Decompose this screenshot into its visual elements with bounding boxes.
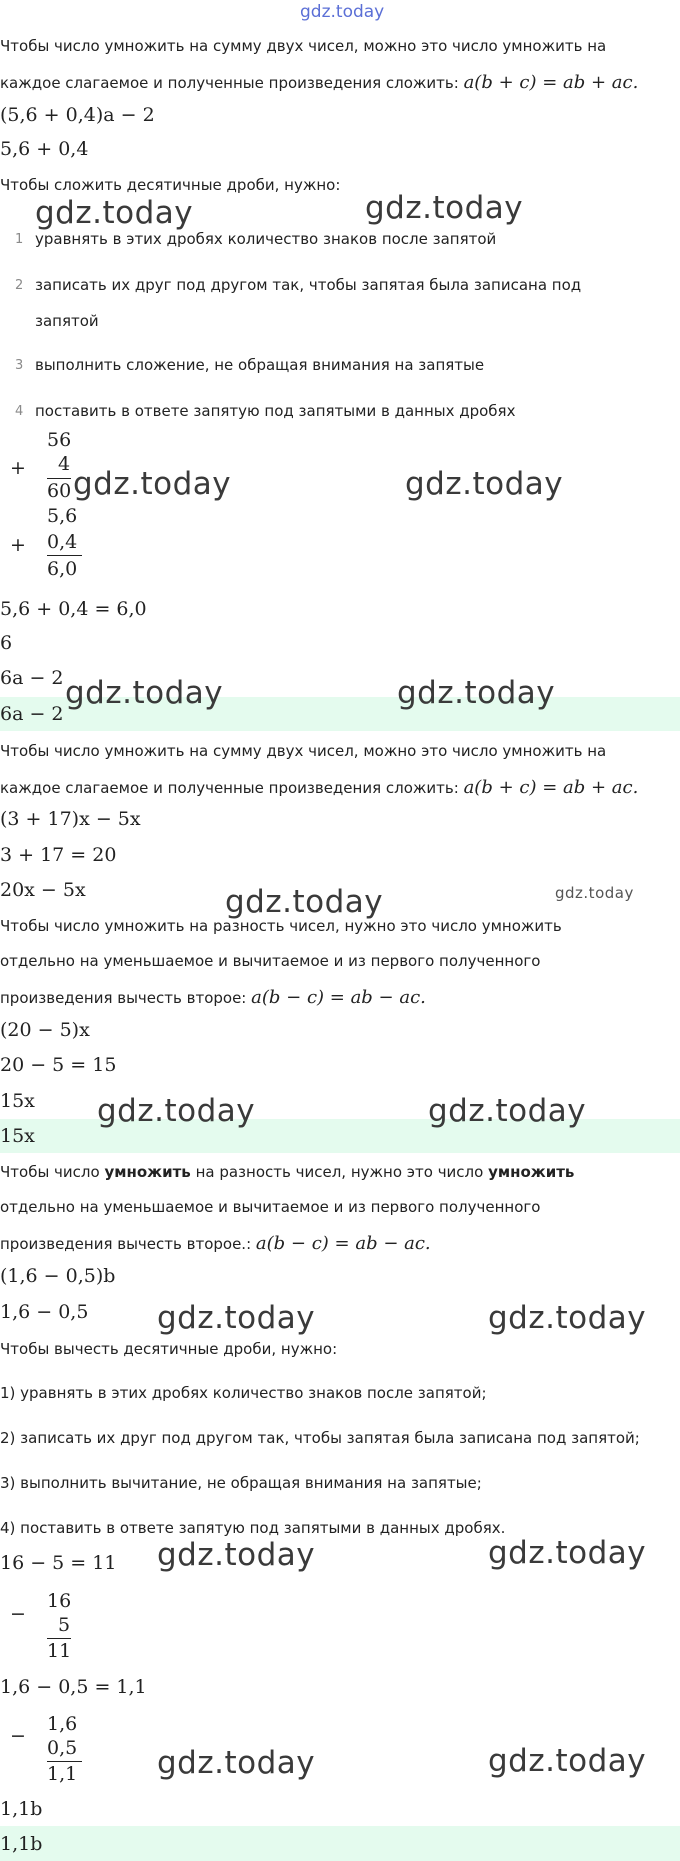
- expr-line: 5,6 + 0,4: [0, 138, 89, 160]
- sub-step: 2) записать их друг под другом так, чтобы запятая была записана под запятой;: [0, 1429, 640, 1447]
- step-text: поставить в ответе запятую под запятыми в данных дробях: [35, 402, 516, 420]
- rule-distributive-2: каждое слагаемое и полученные произведения сложить: a(b + c) = ab + ac.: [0, 72, 639, 93]
- rule-distributive-1: Чтобы число умножить на сумму двух чисел, можно это число умножить на: [0, 37, 607, 55]
- rule-subtract-2: отдельно на уменьшаемое и вычитаемое и из первого полученного: [0, 952, 541, 970]
- watermark: gdz.today: [488, 1300, 647, 1336]
- col-operator: −: [10, 1603, 26, 1625]
- answer-text: 6a − 2: [0, 703, 64, 725]
- watermark: gdz.today: [157, 1300, 316, 1336]
- rule-subtract-3: произведения вычесть второе.: a(b − c) = ab − ac.: [0, 1233, 431, 1254]
- watermark: gdz.today: [97, 1093, 256, 1129]
- rule-formula: a(b + c) = ab + ac.: [463, 777, 639, 798]
- sub-step: 1) уравнять в этих дробях количество знаков после запятой;: [0, 1384, 487, 1402]
- col-bottom: 0,4: [47, 531, 78, 553]
- expr-line: 1,1b: [0, 1798, 43, 1820]
- col-top: 5,6: [47, 505, 78, 527]
- col-operator: −: [10, 1725, 26, 1747]
- watermark: gdz.today: [488, 1535, 647, 1571]
- watermark: gdz.today: [555, 884, 634, 902]
- col-bottom: 4: [58, 453, 71, 475]
- expr-line: (20 − 5)x: [0, 1019, 90, 1041]
- expr-line: (5,6 + 0,4)a − 2: [0, 104, 155, 126]
- col-operator: +: [10, 457, 26, 479]
- expr-line: (3 + 17)x − 5x: [0, 808, 141, 830]
- expr-line: (1,6 − 0,5)b: [0, 1265, 116, 1287]
- step-text: уравнять в этих дробях количество знаков после запятой: [35, 230, 497, 248]
- watermark: gdz.today: [405, 466, 564, 502]
- rule-subtract-1: Чтобы число умножить на разность чисел, нужно это число умножить: [0, 917, 562, 935]
- watermark: gdz.today: [488, 1743, 647, 1779]
- watermark: gdz.today: [225, 884, 384, 920]
- rule-distributive-2: каждое слагаемое и полученные произведения сложить: a(b + c) = ab + ac.: [0, 777, 639, 798]
- expr-line: 3 + 17 = 20: [0, 844, 117, 866]
- step-text: выполнить сложение, не обращая внимания на запятые: [35, 356, 485, 374]
- step-text: записать их друг под другом так, чтобы запятая была записана под: [35, 276, 582, 294]
- expr-line: 15x: [0, 1090, 35, 1112]
- col-top: 16: [47, 1590, 72, 1612]
- rule-formula: a(b − c) = ab − ac.: [255, 1233, 431, 1254]
- col-operator: +: [10, 534, 26, 556]
- site-header[interactable]: gdz.today: [300, 2, 385, 22]
- watermark: gdz.today: [73, 466, 232, 502]
- watermark: gdz.today: [428, 1093, 587, 1129]
- step-text: запятой: [35, 312, 99, 330]
- sub-step: 3) выполнить вычитание, не обращая внимания на запятые;: [0, 1474, 482, 1492]
- rule-subtract-3: произведения вычесть второе: a(b − c) = ab − ac.: [0, 987, 426, 1008]
- answer-band-3: [0, 1826, 680, 1861]
- rule-subtract-2: отдельно на уменьшаемое и вычитаемое и из первого полученного: [0, 1198, 541, 1216]
- watermark: gdz.today: [65, 675, 224, 711]
- watermark: gdz.today: [157, 1745, 316, 1781]
- rule-distributive-1: Чтобы число умножить на сумму двух чисел, можно это число умножить на: [0, 742, 607, 760]
- col-bottom: 0,5: [47, 1737, 78, 1759]
- rule-subtract-1: Чтобы число умножить на разность чисел, нужно это число умножить: [0, 1163, 575, 1181]
- step-number: 1: [15, 232, 24, 247]
- watermark: gdz.today: [157, 1537, 316, 1573]
- watermark: gdz.today: [35, 195, 194, 231]
- col-result: 60: [47, 480, 72, 502]
- decimal-add-title: Чтобы сложить десятичные дроби, нужно:: [0, 176, 341, 194]
- step-number: 2: [15, 278, 24, 293]
- sub-step: 4) поставить в ответе запятую под запятыми в данных дробях.: [0, 1519, 506, 1537]
- col-result: 11: [47, 1640, 72, 1662]
- col-result: 1,1: [47, 1763, 78, 1785]
- col-result: 6,0: [47, 558, 78, 580]
- step-number: 3: [15, 358, 24, 373]
- col-line: [47, 555, 82, 556]
- col-top: 1,6: [47, 1713, 78, 1735]
- decimal-sub-title: Чтобы вычесть десятичные дроби, нужно:: [0, 1340, 338, 1358]
- expr-line: 5,6 + 0,4 = 6,0: [0, 598, 147, 620]
- rule-formula: a(b + c) = ab + ac.: [463, 72, 639, 93]
- watermark: gdz.today: [397, 675, 556, 711]
- expr-line: 20x − 5x: [0, 879, 86, 901]
- expr-line: 16 − 5 = 11: [0, 1552, 117, 1574]
- expr-line: 6a − 2: [0, 667, 64, 689]
- expr-line: 1,6 − 0,5: [0, 1301, 89, 1323]
- expr-line: 6: [0, 632, 13, 654]
- answer-text: 1,1b: [0, 1833, 43, 1855]
- expr-line: 1,6 − 0,5 = 1,1: [0, 1676, 147, 1698]
- step-number: 4: [15, 404, 24, 419]
- answer-text: 15x: [0, 1125, 35, 1147]
- col-top: 56: [47, 429, 72, 451]
- watermark: gdz.today: [365, 190, 524, 226]
- rule-formula: a(b − c) = ab − ac.: [251, 987, 426, 1008]
- col-bottom: 5: [58, 1614, 71, 1636]
- expr-line: 20 − 5 = 15: [0, 1054, 117, 1076]
